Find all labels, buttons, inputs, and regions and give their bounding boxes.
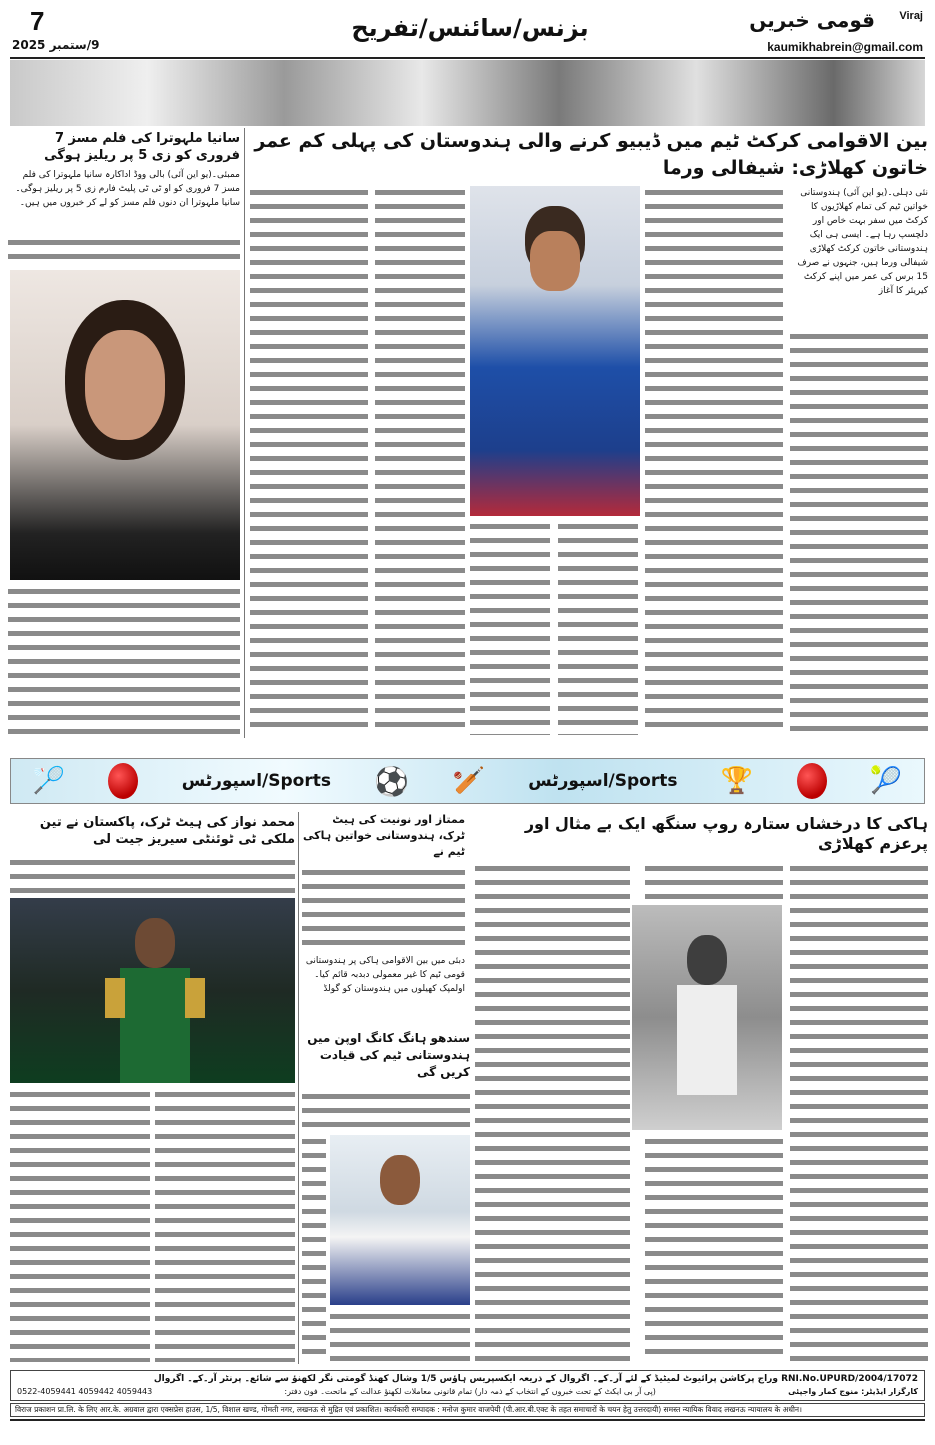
hindi-imprint-line: विराज प्रकाशन प्रा.लि. के लिए आर.के. अग्रवाल द्वारा एक्सप्रेस हाउस, 1/5, विशाल खण्ड, गोमती नगर, लखनऊ से मुद्रित एवं प्रकाशित। कार्यकारी सम्पादक : मनोज कुमार वाजपेयी (पी.आर.बी.एक्ट के तहत समाचारों के चयन हेतु उत्तरदायी) समस्त न्यायिक विवाद लखनऊ न्यायालय के अधीन। — [10, 1403, 925, 1417]
sania-text-top — [8, 236, 240, 266]
women-hockey-headline: ممتاز اور نونیت کی ہیٹ ٹرک، ہندوستانی خواتین ہاکی ٹیم نے — [303, 813, 465, 858]
viraj-logo-icon: Viraj — [899, 10, 923, 22]
pv-sindhu-photo — [330, 1135, 470, 1305]
pakistan-headline: محمد نواز کی ہیٹ ٹرک، پاکستان نے تین ملکی ٹی ٹوئنٹی سیریز جیت لی — [39, 815, 295, 847]
rupsingh-text-col-3 — [475, 862, 630, 1362]
sports-label: اسپورٹس/Sports — [181, 771, 331, 791]
women-hockey-text — [302, 866, 465, 950]
phone-numbers: 0522-4059441 4059442 4059443 — [17, 1387, 153, 1396]
section-title: بزنس/سائنس/تفریح — [351, 14, 589, 42]
editor-name: کارگزار ایڈیٹر: منوج کمار واجپئی — [788, 1387, 918, 1396]
pakistan-text-col-1 — [155, 1088, 295, 1362]
sports-banner — [10, 758, 925, 804]
header-divider — [10, 57, 925, 59]
rupsingh-hockey-photo — [632, 905, 782, 1130]
issue-date: 9/ستمبر 2025 — [12, 38, 100, 52]
women-hockey-body: دبئی میں بین الاقوامی ہاکی پر ہندوستانی قومی ٹیم کا غیر معمولی دبدبہ قائم کیا۔ اولمپک کھیلوں میں ہندوستان کو گولڈ — [305, 956, 465, 994]
sania-headline: سانیا ملہوترا کی فلم مسز 7 فروری کو زی 5 پر ریلیز ہوگی — [44, 131, 240, 163]
column-divider — [244, 128, 245, 738]
masthead-logo: قومی خبریں — [749, 8, 875, 32]
shafali-lead-text: نئی دہلی۔(یو این آئی) ہندوستانی خواتین ٹیم کی تمام کھلاڑیوں کا کرکٹ میں سفر بہت خاص اور دلچسپ رہا ہے۔ ایسی ہی ایک ہندوستانی خاتون کرکٹ کھلاڑی شیفالی ورما ہیں، جنہوں نے صرف 15 برس کی عمر میں اپنے کرکٹ کیریئر کا آغاز — [797, 188, 928, 296]
column-divider-2 — [298, 812, 299, 1364]
sindhu-text-side — [302, 1135, 326, 1362]
sindhu-text-top — [302, 1090, 470, 1130]
rupsingh-headline: ہاکی کا درخشاں ستارہ روپ سنگھ ایک بے مثال اور پرعزم کھلاڑی — [524, 814, 928, 853]
footer — [10, 1370, 925, 1421]
sindhu-headline: سندھو ہانگ کانگ اوپن میں ہندوستانی ٹیم کی قیادت کریں گی — [307, 1031, 470, 1079]
rupsingh-text-col-2 — [645, 1135, 783, 1362]
shafali-headline: بین الاقوامی کرکٹ ٹیم میں ڈیبیو کرنے والی ہندوستان کی پہلی کم عمر خاتون کھلاڑی: شیفالی ورما — [254, 130, 928, 179]
contact-email[interactable]: kaumikhabrein@gmail.com — [767, 40, 923, 54]
imprint-line: RNI.No.UPURD/2004/17072 وراج پرکاشن پرائیوٹ لمیٹیڈ کے لئے آر۔کے۔ اگروال کے ذریعہ ایکسپریس ہاؤس 1/5 وشال کھنڈ گومتی نگر لکھنؤ سے شائع۔ پرنٹر آر۔کے۔ اگروال — [153, 1374, 918, 1384]
batsman-icon: 🏏 — [452, 766, 485, 796]
sania-lead-text: ممبئی۔(یو این آئی) بالی ووڈ اداکارہ سانیا ملہوترا کی فلم مسز 7 فروری کو او ٹی ٹی پلیٹ فارم زی 5 پر ریلیز ہوگی۔ سانیا ملہوترا ان دنوں فلم مسز کو لے کر خبروں میں ہیں۔ — [15, 170, 240, 208]
shafali-text-col-2 — [645, 186, 783, 735]
footer-divider — [10, 1419, 925, 1421]
legal-note: (پی آر بی ایکٹ کے تحت خبروں کے انتخاب کے ذمہ دار) تمام قانونی معاملات لکھنؤ عدالت کے ماتحت۔ فون دفتر: — [284, 1387, 656, 1396]
trophy-icon: 🏆 — [720, 766, 754, 796]
tennis-rackets-icon: 🎾 — [869, 766, 903, 796]
sindhu-text-bottom — [330, 1310, 470, 1362]
shafali-verma-photo — [470, 186, 640, 516]
imprint-box — [10, 1370, 925, 1401]
shafali-text-col-3 — [470, 520, 550, 735]
section-banner-image — [10, 60, 925, 126]
pakistan-text-col-2 — [10, 1088, 150, 1362]
cricket-ball-icon-2 — [797, 763, 827, 799]
shafali-text-col-5 — [250, 186, 368, 735]
page-number: 7 — [30, 6, 45, 36]
pakistan-text-top — [10, 856, 295, 894]
rupsingh-text-col-2a — [645, 862, 783, 900]
mohammad-nawaz-photo — [10, 898, 295, 1083]
football-icon: ⚽ — [374, 764, 410, 798]
rupsingh-text-col-1 — [790, 862, 928, 1362]
shafali-text-col-4 — [375, 186, 465, 735]
shuttlecock-icon: 🏸 — [32, 766, 66, 796]
sania-malhotra-photo — [10, 270, 240, 580]
shafali-text-col-1 — [790, 330, 928, 735]
sports-label-2: اسپورٹس/Sports — [528, 771, 678, 791]
cricket-ball-icon — [108, 763, 138, 799]
shafali-text-col-3b — [558, 520, 638, 735]
sania-text-bottom — [8, 585, 240, 735]
